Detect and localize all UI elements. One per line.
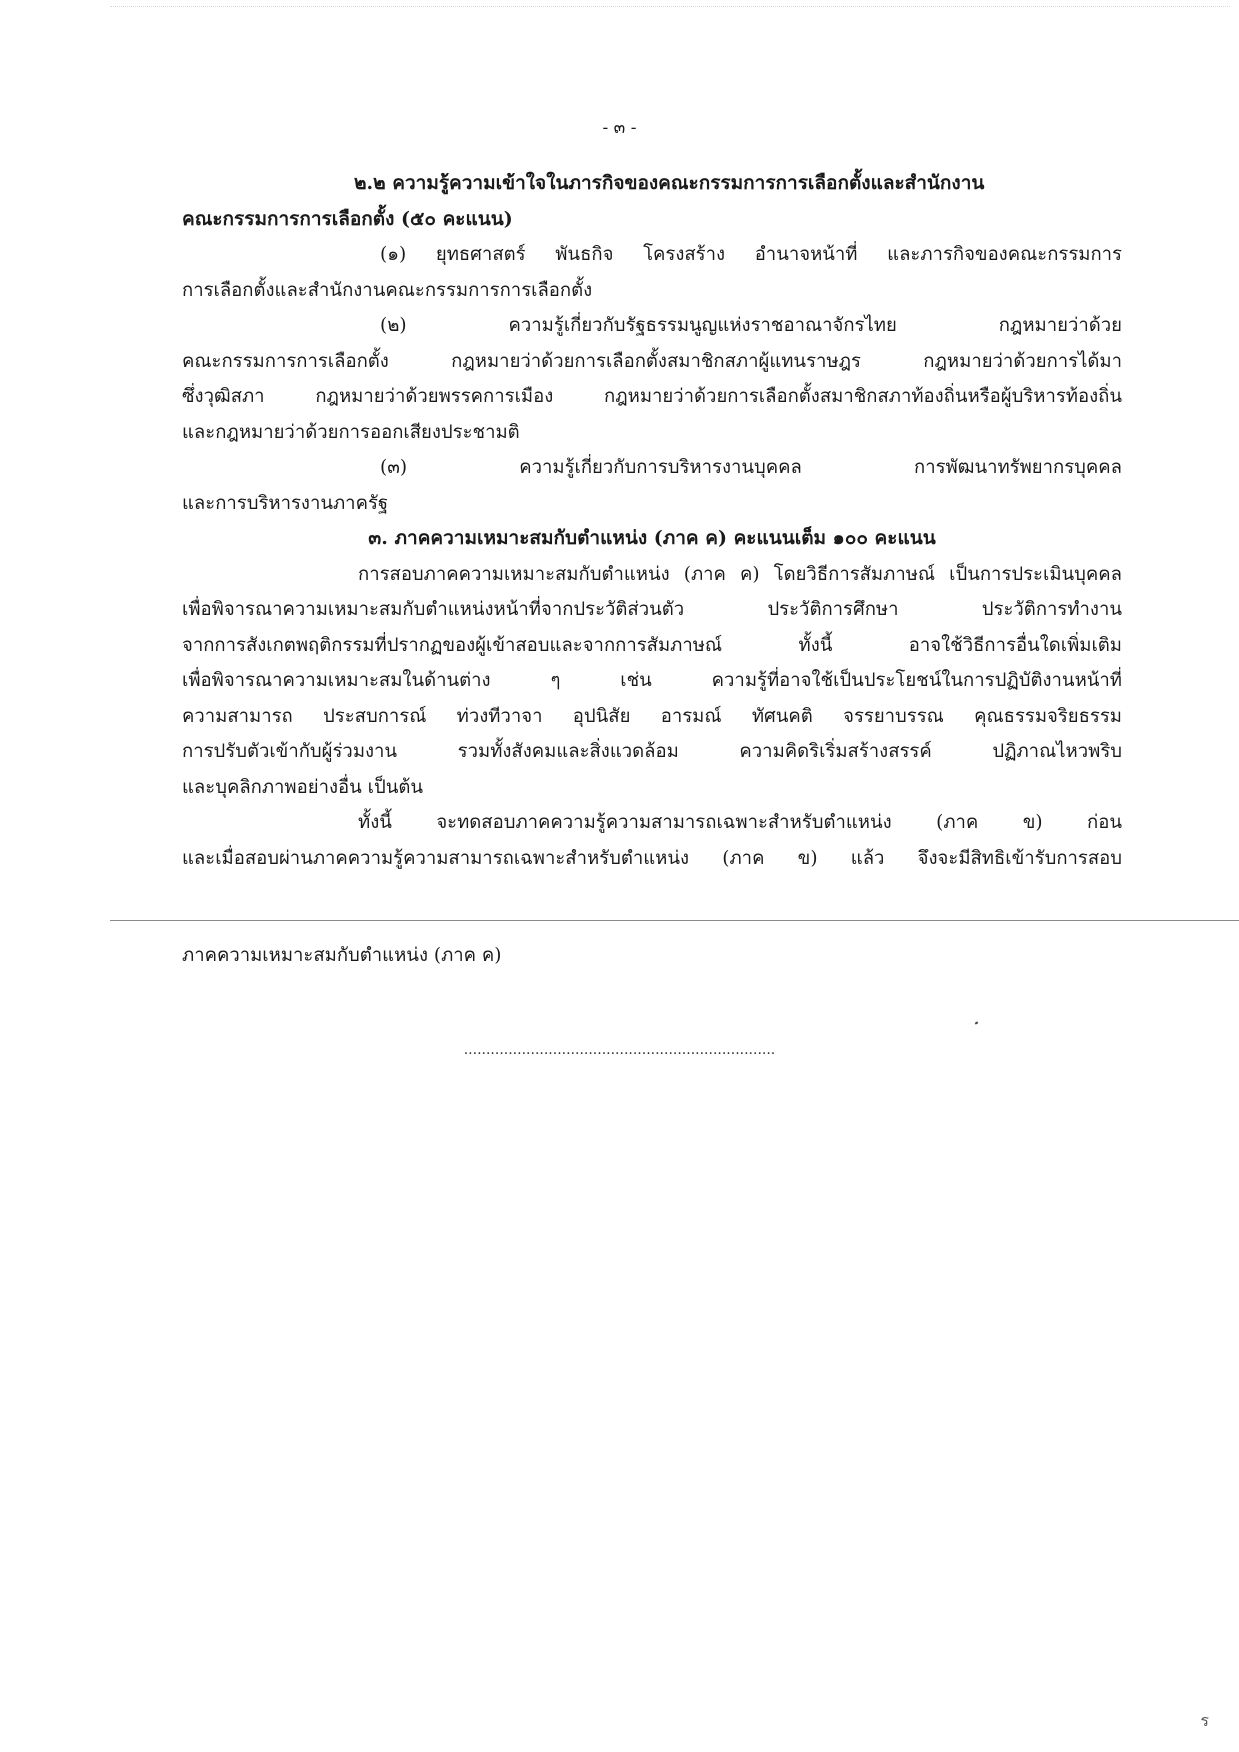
text-line: ทั้งนี้ จะทดสอบภาคความรู้ความสามารถเฉพาะสำหรับตำแหน่ง (ภาค ข) ก่อน bbox=[358, 812, 1122, 833]
text-line: คณะกรรมการการเลือกตั้ง กฎหมายว่าด้วยการเลือกตั้งสมาชิกสภาผู้แทนราษฎร กฎหมายว่าด้วยการได้มา bbox=[182, 350, 1122, 372]
scan-noise-strip bbox=[110, 6, 1230, 15]
page-number: - ๓ - bbox=[602, 118, 637, 138]
text-line: คณะกรรมการการเลือกตั้ง (๕๐ คะแนน) bbox=[182, 207, 513, 230]
corner-handwritten-mark: ร bbox=[1200, 1711, 1209, 1730]
text-line: เพื่อพิจารณาความเหมาะสมในด้านต่าง ๆ เช่น ความรู้ที่อาจใช้เป็นประโยชน์ในการปฏิบัติงานหน้าที่ bbox=[182, 670, 1122, 691]
scan-speck bbox=[975, 1021, 979, 1024]
end-of-text-dots: ...................................................................... bbox=[463, 1042, 776, 1058]
text-line: ๓. ภาคความเหมาะสมกับตำแหน่ง (ภาค ค) คะแนนเต็ม ๑๐๐ คะแนน bbox=[368, 527, 936, 549]
text-line: จากการสังเกตพฤติกรรมที่ปรากฏของผู้เข้าสอบและจากการสัมภาษณ์ ทั้งนี้ อาจใช้วิธีการอื่นใดเพิ่มเติม bbox=[182, 634, 1122, 656]
text-line: และการบริหารงานภาครัฐ bbox=[182, 492, 389, 514]
text-line: การสอบภาคความเหมาะสมกับตำแหน่ง (ภาค ค) โดยวิธีการสัมภาษณ์ เป็นการประเมินบุคคล bbox=[358, 563, 1122, 585]
text-line: และเมื่อสอบผ่านภาคความรู้ความสามารถเฉพาะสำหรับตำแหน่ง (ภาค ข) แล้ว จึงจะมีสิทธิเข้ารับการสอบ bbox=[182, 847, 1122, 869]
text-line: ๒.๒ ความรู้ความเข้าใจในภารกิจของคณะกรรมการการเลือกตั้งและสำนักงาน bbox=[354, 172, 985, 194]
text-line: การเลือกตั้งและสำนักงานคณะกรรมการการเลือกตั้ง bbox=[182, 279, 593, 301]
text-line: และกฎหมายว่าด้วยการออกเสียงประชามติ bbox=[182, 421, 520, 443]
text-line: ความสามารถ ประสบการณ์ ท่วงทีวาจา อุปนิสัย อารมณ์ ทัศนคติ จรรยาบรรณ คุณธรรมจริยธรรม bbox=[182, 705, 1122, 727]
text-line: และบุคลิกภาพอย่างอื่น เป็นต้น bbox=[182, 776, 424, 798]
text-line: (๓) ความรู้เกี่ยวกับการบริหารงานบุคคล การพัฒนาทรัพยากรบุคคล bbox=[380, 457, 1122, 478]
scan-fold-line bbox=[110, 920, 1239, 921]
text-line: การปรับตัวเข้ากับผู้ร่วมงาน รวมทั้งสังคมและสิ่งแวดล้อม ความคิดริเริ่มสร้างสรรค์ ปฏิภาณไหวพริบ bbox=[182, 741, 1122, 762]
text-line: (๒) ความรู้เกี่ยวกับรัฐธรรมนูญแห่งราชอาณาจักรไทย กฎหมายว่าด้วย bbox=[380, 315, 1122, 336]
text-line: ซึ่งวุฒิสภา กฎหมายว่าด้วยพรรคการเมือง กฎหมายว่าด้วยการเลือกตั้งสมาชิกสภาท้องถิ่นหรือผู้บริหารท้องถิ่น bbox=[182, 386, 1122, 407]
document-body bbox=[182, 166, 1122, 876]
text-line: (๑) ยุทธศาสตร์ พันธกิจ โครงสร้าง อำนาจหน้าที่ และภารกิจของคณะกรรมการ bbox=[380, 244, 1122, 265]
continuation-line: ภาคความเหมาะสมกับตำแหน่ง (ภาค ค) bbox=[182, 945, 502, 966]
text-line: เพื่อพิจารณาความเหมาะสมกับตำแหน่งหน้าที่จากประวัติส่วนตัว ประวัติการศึกษา ประวัติการทำงาน bbox=[182, 599, 1122, 620]
